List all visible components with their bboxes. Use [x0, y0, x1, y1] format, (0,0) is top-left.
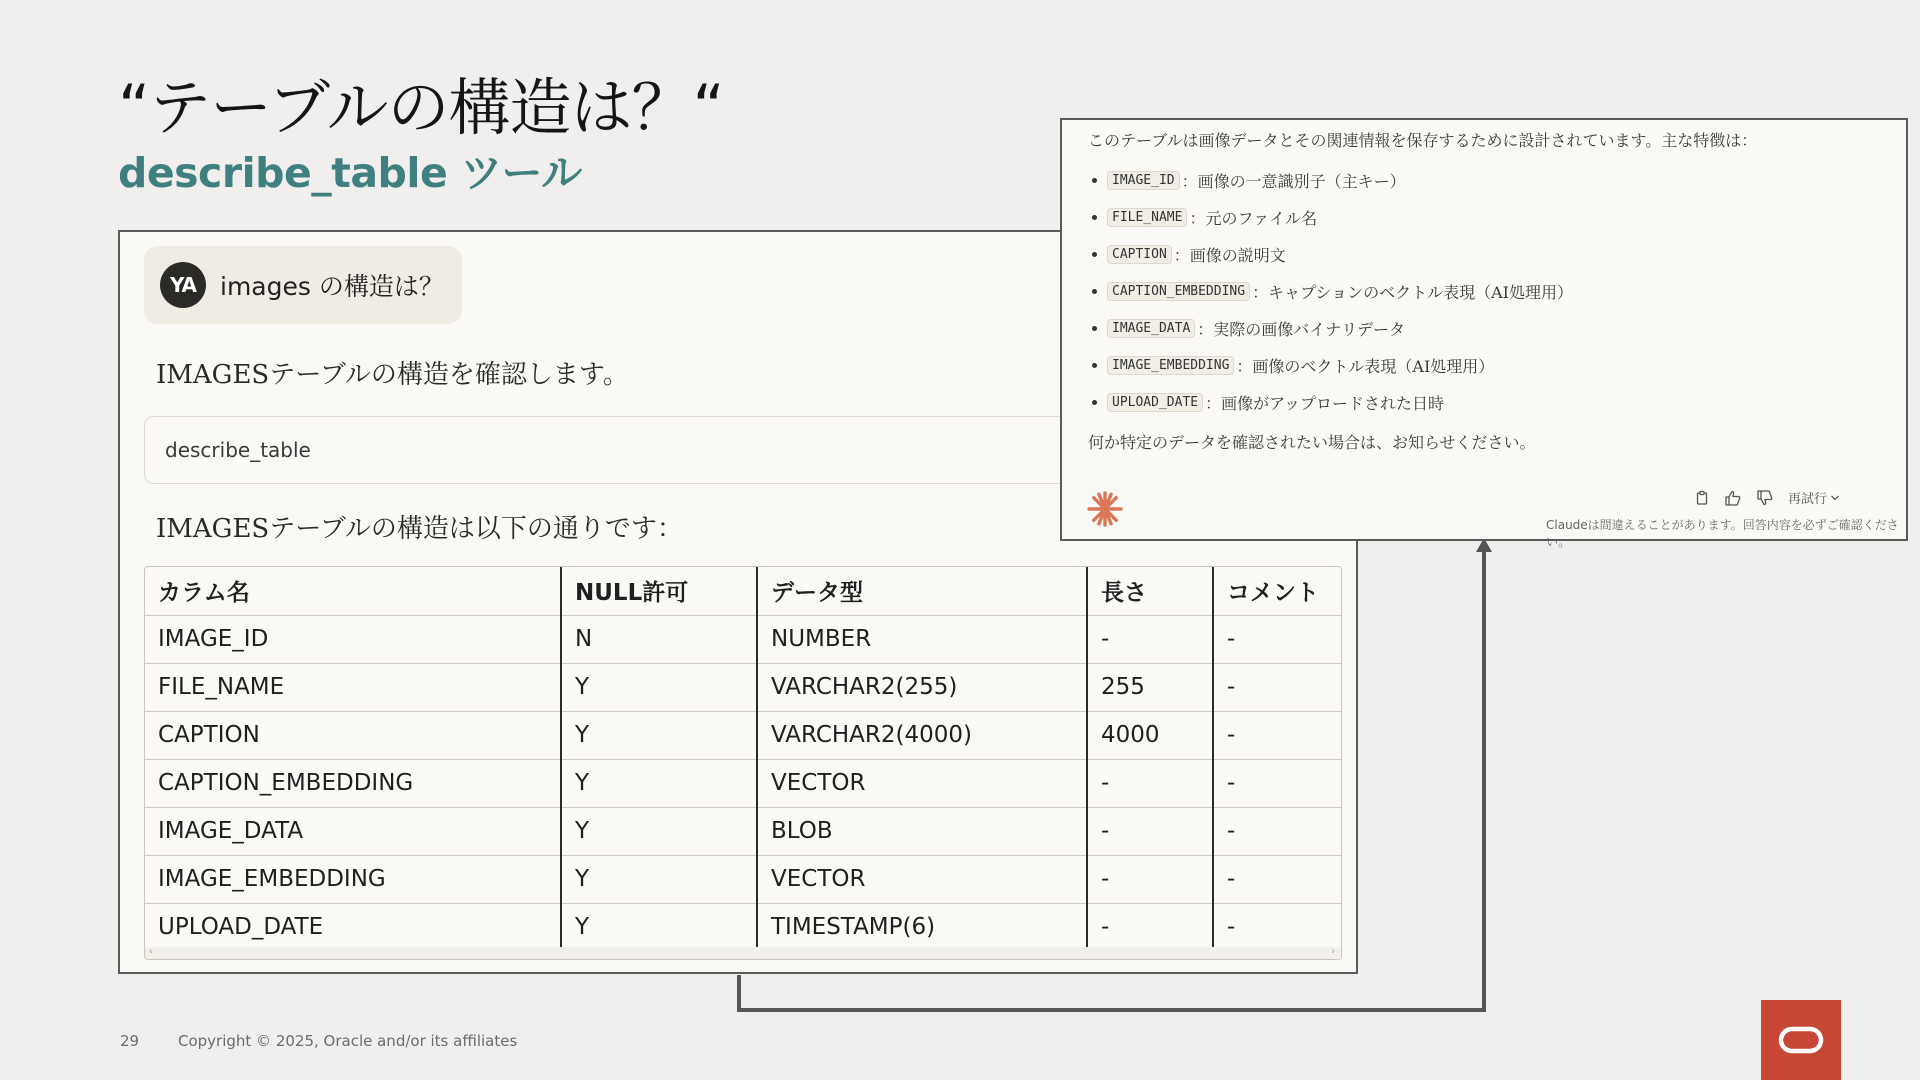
- column-header: 長さ: [1087, 567, 1213, 615]
- table-cell: -: [1087, 903, 1213, 951]
- table-cell: UPLOAD_DATE: [145, 903, 561, 951]
- list-item: [1092, 384, 1573, 421]
- column-code: IMAGE_DATA: [1107, 319, 1195, 338]
- feature-list: [1092, 162, 1573, 421]
- table-cell: 255: [1087, 663, 1213, 711]
- bullet-icon: [1092, 326, 1097, 331]
- column-code: CAPTION_EMBEDDING: [1107, 282, 1250, 301]
- bullet-icon: [1092, 400, 1097, 405]
- column-code: IMAGE_ID: [1107, 171, 1180, 190]
- table-cell: CAPTION_EMBEDDING: [145, 759, 561, 807]
- assistant-table-intro: IMAGESテーブルの構造は以下の通りです：: [156, 514, 683, 544]
- response-intro: このテーブルは画像データとその関連情報を保存するために設計されています。主な特徴は：: [1088, 131, 1758, 150]
- table-cell: Y: [561, 663, 757, 711]
- table-cell: Y: [561, 807, 757, 855]
- table-row: [145, 759, 1342, 807]
- table-row: [145, 711, 1342, 759]
- response-panel: [1060, 118, 1908, 549]
- oracle-logo-icon: [1761, 1000, 1841, 1080]
- table-row: [145, 903, 1342, 951]
- table-cell: IMAGE_EMBEDDING: [145, 855, 561, 903]
- table-cell: TIMESTAMP(6): [757, 903, 1087, 951]
- assistant-intro: IMAGESテーブルの構造を確認します。: [156, 360, 629, 390]
- table-cell: VARCHAR2(255): [757, 663, 1087, 711]
- user-message-bubble: [144, 246, 462, 324]
- column-header: コメント: [1213, 567, 1342, 615]
- column-header: NULL許可: [561, 567, 757, 615]
- list-item: [1092, 347, 1573, 384]
- table-row: [145, 807, 1342, 855]
- column-header: データ型: [757, 567, 1087, 615]
- table-cell: CAPTION: [145, 711, 561, 759]
- table-cell: VARCHAR2(4000): [757, 711, 1087, 759]
- table-cell: -: [1213, 855, 1342, 903]
- disclaimer: Claudeは間違えることがあります。回答内容を必ずご確認ください。: [1546, 518, 1899, 549]
- table-cell: VECTOR: [757, 855, 1087, 903]
- table-cell: BLOB: [757, 807, 1087, 855]
- retry-button[interactable]: [1788, 488, 1840, 507]
- bullet-icon: [1092, 178, 1097, 183]
- table-cell: -: [1213, 903, 1342, 951]
- tool-call-box[interactable]: [144, 416, 1144, 484]
- table-cell: -: [1213, 615, 1342, 663]
- table-row: [145, 615, 1342, 663]
- table-cell: Y: [561, 855, 757, 903]
- list-item: [1092, 162, 1573, 199]
- avatar[interactable]: YA: [160, 262, 206, 308]
- feature-description: ：実際の画像バイナリデータ: [1197, 320, 1405, 339]
- table-row: [145, 663, 1342, 711]
- chevron-down-icon: [1830, 494, 1840, 502]
- claude-logo-icon: [1086, 490, 1124, 528]
- copy-icon[interactable]: [1694, 490, 1710, 506]
- table-cell: -: [1213, 663, 1342, 711]
- tool-name: describe_table: [165, 438, 311, 462]
- response-outro: 何か特定のデータを確認されたい場合は、お知らせください。: [1088, 433, 1536, 452]
- thumbs-down-icon[interactable]: [1756, 490, 1774, 506]
- thumbs-up-icon[interactable]: [1724, 490, 1742, 506]
- table-cell: Y: [561, 711, 757, 759]
- retry-label: 再試行: [1788, 492, 1828, 507]
- table-header-row: [145, 567, 1342, 615]
- list-item: [1092, 236, 1573, 273]
- table-cell: 4000: [1087, 711, 1213, 759]
- feature-description: ：キャプションのベクトル表現（AI処理用）: [1252, 283, 1573, 302]
- table-cell: Y: [561, 903, 757, 951]
- table-cell: Y: [561, 759, 757, 807]
- column-header: カラム名: [145, 567, 561, 615]
- table-cell: -: [1213, 759, 1342, 807]
- feature-description: ：画像の説明文: [1173, 246, 1286, 265]
- column-code: IMAGE_EMBEDDING: [1107, 356, 1234, 375]
- table-cell: N: [561, 615, 757, 663]
- list-item: [1092, 310, 1573, 347]
- table-horizontal-scrollbar[interactable]: [145, 947, 1341, 959]
- table-cell: IMAGE_ID: [145, 615, 561, 663]
- slide-title: “テーブルの構造は？“: [118, 71, 724, 144]
- column-code: UPLOAD_DATE: [1107, 393, 1203, 412]
- table-cell: -: [1087, 807, 1213, 855]
- oracle-ring-icon: [1778, 1025, 1824, 1055]
- list-item: [1092, 199, 1573, 236]
- table-cell: FILE_NAME: [145, 663, 561, 711]
- table-cell: NUMBER: [757, 615, 1087, 663]
- feature-description: ：画像がアップロードされた日時: [1205, 394, 1444, 413]
- response-actions: [1694, 488, 1840, 507]
- copyright: Copyright © 2025, Oracle and/or its affiliates: [178, 1032, 518, 1050]
- table-cell: -: [1087, 855, 1213, 903]
- bullet-icon: [1092, 252, 1097, 257]
- column-code: FILE_NAME: [1107, 208, 1187, 227]
- scroll-right-icon[interactable]: ›: [1331, 947, 1335, 957]
- table-row: [145, 855, 1342, 903]
- schema-table: [144, 566, 1342, 960]
- user-message: images の構造は？: [220, 272, 444, 301]
- bullet-icon: [1092, 289, 1097, 294]
- table-cell: IMAGE_DATA: [145, 807, 561, 855]
- feature-description: ：元のファイル名: [1189, 209, 1318, 228]
- bullet-icon: [1092, 215, 1097, 220]
- scroll-left-icon[interactable]: ‹: [149, 947, 153, 957]
- feature-description: ：画像の一意識別子（主キー）: [1181, 172, 1406, 191]
- table-cell: -: [1213, 711, 1342, 759]
- table-cell: -: [1087, 615, 1213, 663]
- bullet-icon: [1092, 363, 1097, 368]
- table-cell: -: [1213, 807, 1342, 855]
- list-item: [1092, 273, 1573, 310]
- column-code: CAPTION: [1107, 245, 1172, 264]
- feature-description: ：画像のベクトル表現（AI処理用）: [1236, 357, 1495, 376]
- table-cell: -: [1087, 759, 1213, 807]
- table-cell: VECTOR: [757, 759, 1087, 807]
- page-number: 29: [120, 1032, 140, 1050]
- slide-subtitle: describe_table ツール: [118, 149, 582, 197]
